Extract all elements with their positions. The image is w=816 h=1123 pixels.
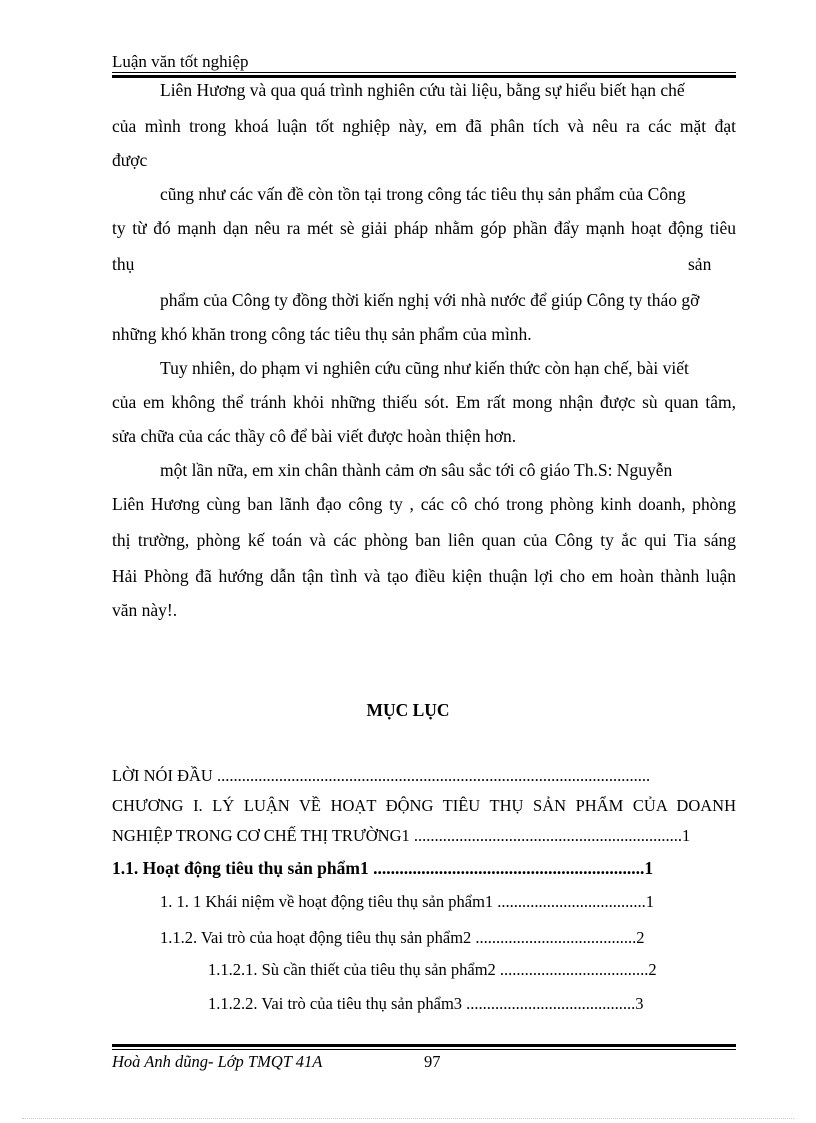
footer-rule-thin xyxy=(112,1049,736,1050)
body-line: Liên Hương và qua quá trình nghiên cứu tài liệu, bằng sự hiểu biết hạn chế xyxy=(160,80,685,100)
body-line: cũng như các vấn đề còn tồn tại trong công tác tiêu thụ sản phẩm của Công xyxy=(160,184,686,204)
header-rule-thin xyxy=(112,72,736,73)
toc-entry[interactable]: LỜI NÓI ĐẦU ......................................................................................................... xyxy=(112,766,651,785)
toc-entry[interactable]: 1. 1. 1 Khái niệm về hoạt động tiêu thụ sản phẩm1 ....................................1 xyxy=(160,892,655,911)
toc-entry[interactable]: 1.1. Hoạt động tiêu thụ sản phẩm1 ..............................................................1 xyxy=(112,858,654,878)
body-line: ty từ đó mạnh dạn nêu ra mét sè giải pháp nhằm góp phần đẩy mạnh hoạt động tiêu xyxy=(112,218,736,238)
body-line: phẩm của Công ty đồng thời kiến nghị với nhà nước để giúp Công ty tháo gỡ xyxy=(160,290,700,310)
toc-entry[interactable]: 1.1.2.1. Sù cần thiết của tiêu thụ sản phẩm2 ....................................2 xyxy=(208,960,657,979)
body-line: Tuy nhiên, do phạm vi nghiên cứu cũng như kiến thức còn hạn chế, bài viết xyxy=(160,358,689,378)
body-line: Hải Phòng đã hướng dẫn tận tình và tạo điều kiện thuận lợi cho em hoàn thành luận xyxy=(112,566,736,586)
body-line: văn này!. xyxy=(112,600,178,620)
header-title: Luận văn tốt nghiệp xyxy=(112,52,249,71)
page-bottom-border xyxy=(22,1118,794,1119)
footer-rule-thick xyxy=(112,1044,736,1047)
toc-entry[interactable]: CHƯƠNG I. LÝ LUẬN VỀ HOẠT ĐỘNG TIÊU THỤ SẢN PHẨM CỦA DOANH xyxy=(112,796,736,815)
toc-title: MỤC LỤC xyxy=(366,700,450,720)
toc-entry[interactable]: 1.1.2. Vai trò của hoạt động tiêu thụ sản phẩm2 .......................................2 xyxy=(160,928,645,947)
page-number: 97 xyxy=(424,1052,441,1071)
body-line: sản xyxy=(688,254,712,274)
body-line: những khó khăn trong công tác tiêu thụ sản phẩm của mình. xyxy=(112,324,532,344)
body-line: sửa chữa của các thầy cô để bài viết được hoàn thiện hơn. xyxy=(112,426,517,446)
body-line: thụ xyxy=(112,254,135,274)
header-rule-thick xyxy=(112,75,736,78)
body-line: Liên Hương cùng ban lãnh đạo công ty , các cô chó trong phòng kinh doanh, phòng xyxy=(112,494,736,514)
body-line: thị trường, phòng kế toán và các phòng ban liên quan của Công ty ắc qui Tia sáng xyxy=(112,530,736,550)
footer-author: Hoà Anh dũng- Lớp TMQT 41A xyxy=(112,1052,323,1071)
body-line: một lần nữa, em xin chân thành cảm ơn sâu sắc tới cô giáo Th.S: Nguyễn xyxy=(160,460,673,480)
body-line: được xyxy=(112,150,148,170)
toc-entry[interactable]: NGHIỆP TRONG CƠ CHẾ THỊ TRƯỜNG1 .................................................................1 xyxy=(112,826,691,845)
body-line: của em không thể tránh khỏi những thiếu sót. Em rất mong nhận được sù quan tâm, xyxy=(112,392,736,412)
toc-entry[interactable]: 1.1.2.2. Vai trò của tiêu thụ sản phẩm3 .........................................3 xyxy=(208,994,644,1013)
body-line: của mình trong khoá luận tốt nghiệp này, em đã phân tích và nêu ra các mặt đạt xyxy=(112,116,736,136)
